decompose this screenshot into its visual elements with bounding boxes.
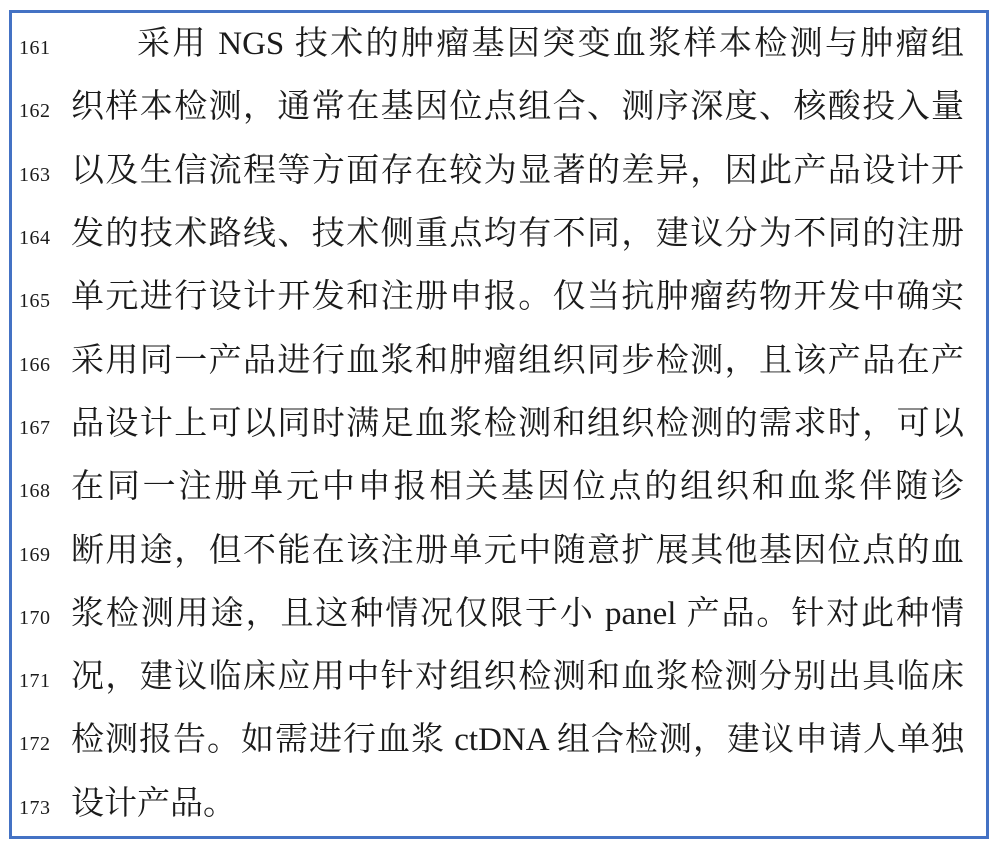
line-text: 设计产品。 <box>71 785 236 822</box>
line-number: 164 <box>19 226 51 249</box>
text-frame-border <box>9 10 989 839</box>
line-number: 166 <box>19 353 51 376</box>
text-lines <box>12 13 986 836</box>
line-row <box>12 76 986 139</box>
line-row <box>12 709 986 772</box>
line-text: 检测报告。如需进行血浆 ctDNA 组合检测，建议申请人单独 <box>71 722 964 759</box>
line-text: 以及生信流程等方面存在较为显著的差异，因此产品设计开 <box>71 152 964 189</box>
line-row <box>12 646 986 709</box>
line-row <box>12 203 986 266</box>
line-row <box>12 456 986 519</box>
line-text: 在同一注册单元中申报相关基因位点的组织和血浆伴随诊 <box>71 469 964 506</box>
line-text: 采用同一产品进行血浆和肿瘤组织同步检测，且该产品在产 <box>71 342 964 379</box>
line-row <box>12 140 986 203</box>
line-number: 173 <box>19 796 51 819</box>
line-number: 171 <box>19 670 51 693</box>
line-row <box>12 330 986 393</box>
line-number: 163 <box>19 163 51 186</box>
line-number: 167 <box>19 416 51 439</box>
line-row <box>12 13 986 76</box>
line-text: 采用 NGS 技术的肿瘤基因突变血浆样本检测与肿瘤组 <box>137 26 964 62</box>
line-text: 单元进行设计开发和注册申报。仅当抗肿瘤药物开发中确实 <box>71 279 964 316</box>
line-text: 织样本检测，通常在基因位点组合、测序深度、核酸投入量 <box>71 89 964 126</box>
line-text: 发的技术路线、技术侧重点均有不同，建议分为不同的注册 <box>71 215 964 252</box>
line-text: 断用途，但不能在该注册单元中随意扩展其他基因位点的血 <box>71 532 964 569</box>
line-number: 172 <box>19 733 51 756</box>
line-row <box>12 266 986 329</box>
line-number: 170 <box>19 606 51 629</box>
line-row <box>12 583 986 646</box>
line-number: 161 <box>19 37 51 59</box>
line-number: 169 <box>19 543 51 566</box>
line-text: 况，建议临床应用中针对组织检测和血浆检测分别出具临床 <box>71 659 964 696</box>
line-text: 浆检测用途，且这种情况仅限于小 panel 产品。针对此种情 <box>71 595 964 632</box>
line-number: 168 <box>19 480 51 503</box>
line-row <box>12 520 986 583</box>
line-text: 品设计上可以同时满足血浆检测和组织检测的需求时，可以 <box>71 405 964 442</box>
line-row <box>12 393 986 456</box>
line-number: 162 <box>19 100 51 123</box>
line-row <box>12 773 986 836</box>
line-number: 165 <box>19 290 51 313</box>
